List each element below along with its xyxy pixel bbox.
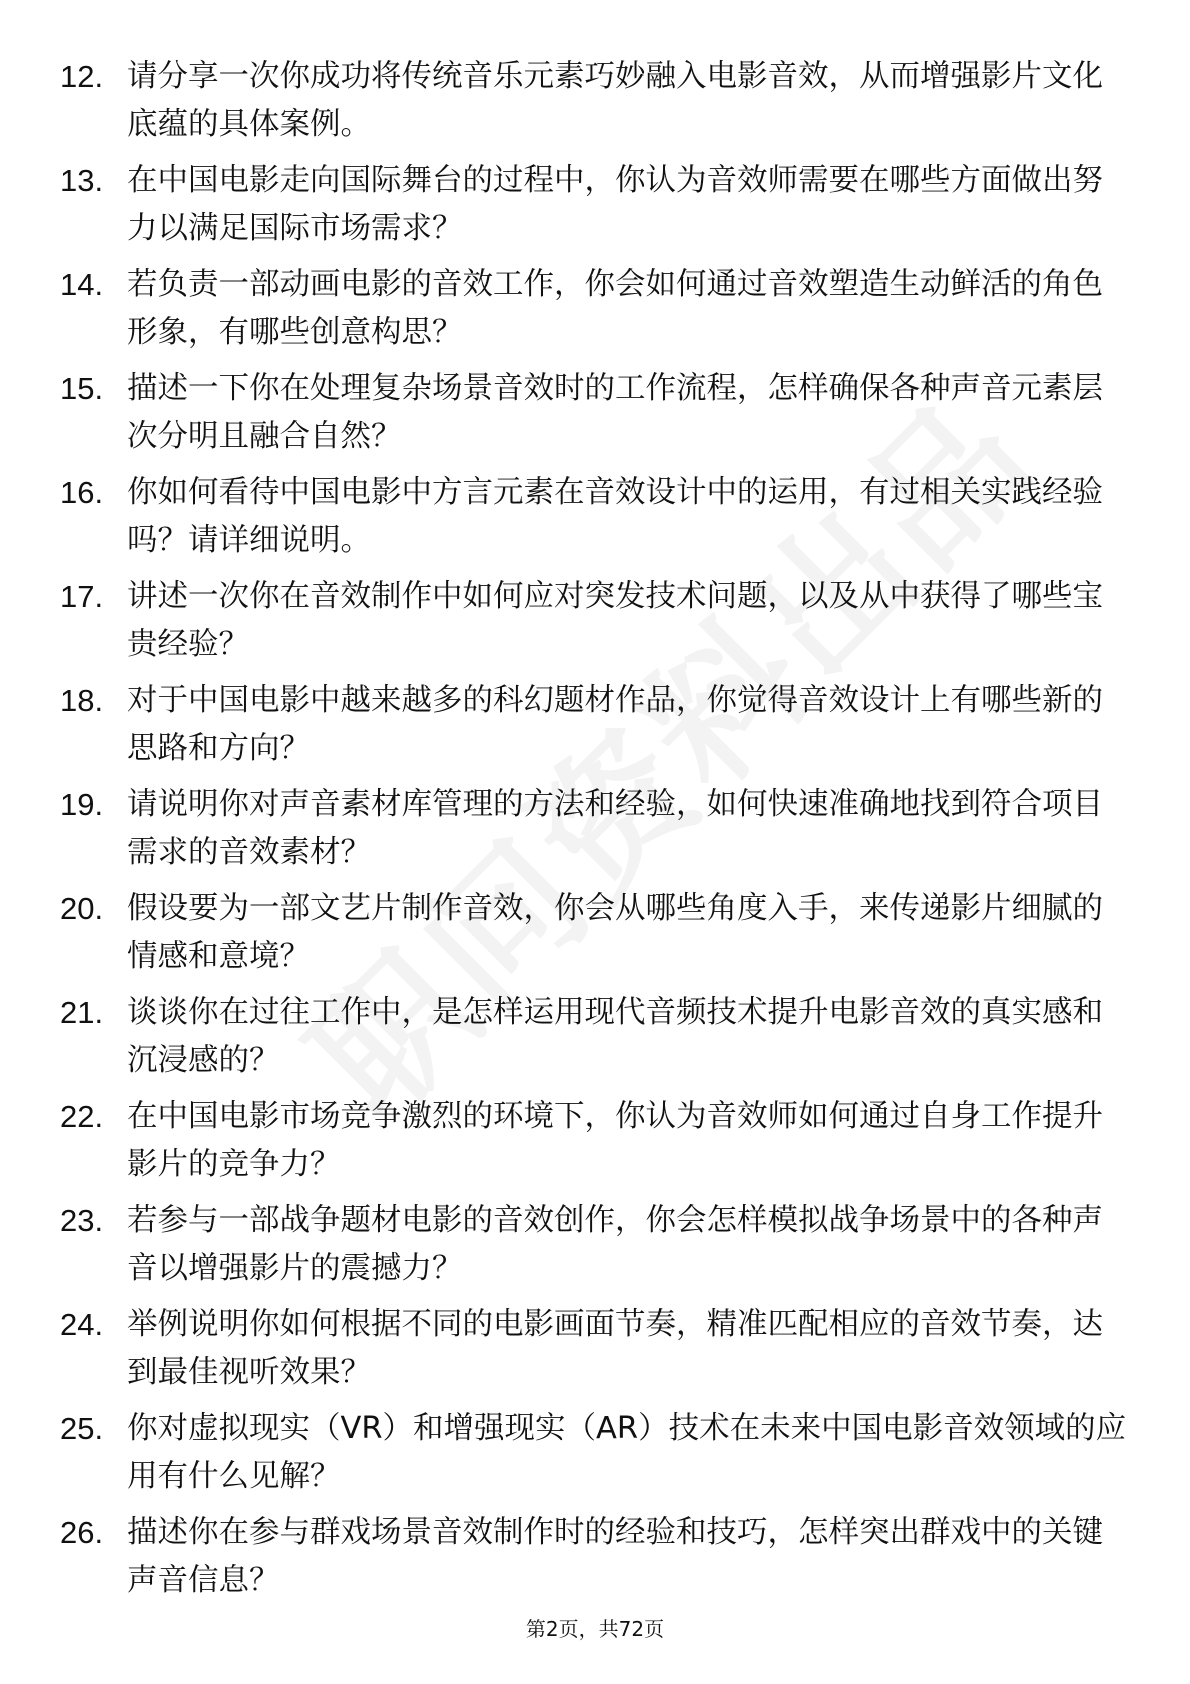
question-text: 描述你在参与群戏场景音效制作时的经验和技巧，怎样突出群戏中的关键声音信息？ bbox=[127, 1515, 1103, 1598]
question-item bbox=[0, 255, 1190, 359]
question-number: 13. bbox=[60, 163, 104, 198]
question-item bbox=[0, 1295, 1190, 1399]
question-item bbox=[0, 671, 1190, 775]
question-text: 假设要为一部文艺片制作音效，你会从哪些角度入手，来传递影片细腻的情感和意境？ bbox=[127, 891, 1103, 974]
question-number: 21. bbox=[60, 995, 104, 1030]
question-item bbox=[0, 879, 1190, 983]
question-number: 22. bbox=[60, 1099, 104, 1134]
question-text: 你如何看待中国电影中方言元素在音效设计中的运用，有过相关实践经验吗？请详细说明。 bbox=[127, 475, 1103, 558]
question-number: 12. bbox=[60, 59, 104, 94]
question-number: 20. bbox=[60, 891, 104, 926]
question-item bbox=[0, 1087, 1190, 1191]
question-item bbox=[0, 567, 1190, 671]
question-text: 在中国电影市场竞争激烈的环境下，你认为音效师如何通过自身工作提升影片的竞争力？ bbox=[127, 1099, 1103, 1182]
question-item bbox=[0, 151, 1190, 255]
question-number: 16. bbox=[60, 475, 104, 510]
question-item bbox=[0, 47, 1190, 151]
question-number: 15. bbox=[60, 371, 104, 406]
question-text: 举例说明你如何根据不同的电影画面节奏，精准匹配相应的音效节奏，达到最佳视听效果？ bbox=[127, 1307, 1103, 1390]
question-item bbox=[0, 775, 1190, 879]
question-item bbox=[0, 1191, 1190, 1295]
question-number: 26. bbox=[60, 1515, 104, 1550]
question-text: 若参与一部战争题材电影的音效创作，你会怎样模拟战争场景中的各种声音以增强影片的震撼力？ bbox=[127, 1203, 1103, 1286]
question-number: 23. bbox=[60, 1203, 104, 1238]
question-text: 若负责一部动画电影的音效工作，你会如何通过音效塑造生动鲜活的角色形象，有哪些创意构思？ bbox=[127, 267, 1103, 350]
question-text: 谈谈你在过往工作中，是怎样运用现代音频技术提升电影音效的真实感和沉浸感的？ bbox=[127, 995, 1103, 1078]
question-item bbox=[0, 1503, 1190, 1607]
question-text: 请分享一次你成功将传统音乐元素巧妙融入电影音效，从而增强影片文化底蕴的具体案例。 bbox=[127, 59, 1103, 142]
question-text: 描述一下你在处理复杂场景音效时的工作流程，怎样确保各种声音元素层次分明且融合自然？ bbox=[127, 371, 1103, 454]
question-item bbox=[0, 463, 1190, 567]
question-number: 24. bbox=[60, 1307, 104, 1342]
question-number: 14. bbox=[60, 267, 104, 302]
question-text: 在中国电影走向国际舞台的过程中，你认为音效师需要在哪些方面做出努力以满足国际市场需求？ bbox=[127, 163, 1103, 246]
question-text: 你对虚拟现实（VR）和增强现实（AR）技术在未来中国电影音效领域的应用有什么见解？ bbox=[127, 1411, 1127, 1494]
page-footer: 第2页，共72页 bbox=[525, 1617, 665, 1641]
question-text: 讲述一次你在音效制作中如何应对突发技术问题，以及从中获得了哪些宝贵经验？ bbox=[127, 579, 1103, 662]
question-text: 请说明你对声音素材库管理的方法和经验，如何快速准确地找到符合项目需求的音效素材？ bbox=[127, 787, 1103, 870]
question-number: 19. bbox=[60, 787, 104, 822]
question-item bbox=[0, 983, 1190, 1087]
question-list bbox=[0, 47, 1190, 1607]
question-number: 25. bbox=[60, 1411, 104, 1446]
question-text: 对于中国电影中越来越多的科幻题材作品，你觉得音效设计上有哪些新的思路和方向？ bbox=[127, 683, 1103, 766]
question-number: 18. bbox=[60, 683, 104, 718]
question-item bbox=[0, 1399, 1190, 1503]
question-number: 17. bbox=[60, 579, 104, 614]
question-item bbox=[0, 359, 1190, 463]
